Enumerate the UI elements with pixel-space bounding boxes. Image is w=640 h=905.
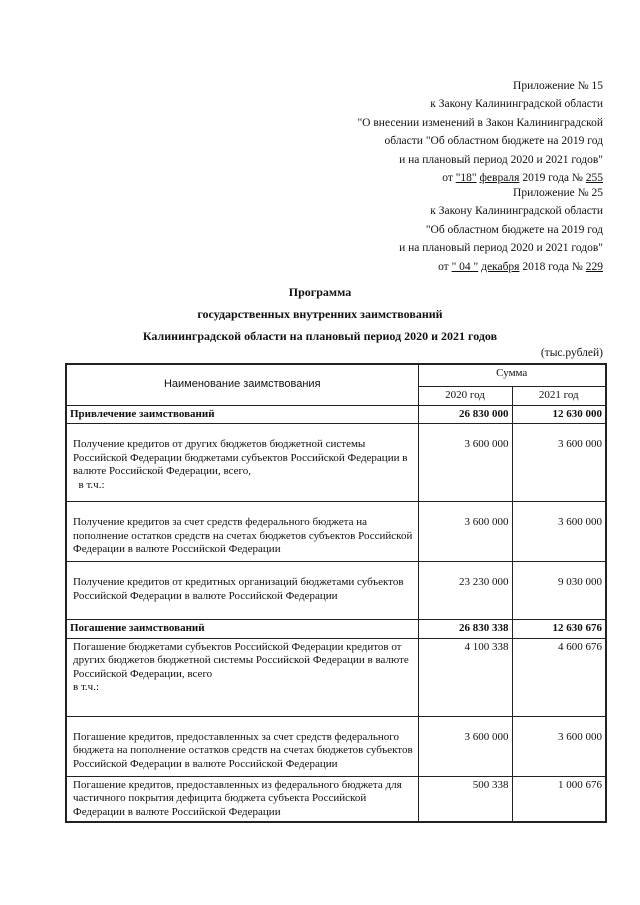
- table-row: [66, 424, 606, 502]
- appendix-15-line3: "О внесении изменений в Закон Калининградской: [357, 116, 603, 129]
- appendix-15-header: [357, 77, 603, 187]
- column-header-2021: 2021 год: [512, 387, 606, 406]
- row-name: Погашение заимствований: [66, 620, 418, 639]
- row-name: Получение кредитов за счет средств федерального бюджета на пополнение остатков средств на счетах бюджетов субъектов Российской Федерации в валюте Российской Федерации: [66, 502, 418, 562]
- row-value-2020: 3 600 000: [418, 716, 512, 776]
- row-name: Погашение бюджетами субъектов Российской Федерации кредитов от других бюджетов бюджетной системы Российской Федерации в валюте Российской Федерации, всего в т.ч.:: [66, 638, 418, 716]
- appendix-25-date: от " 04 " декабря 2018 года № 229: [438, 260, 603, 273]
- row-value-2020: 26 830 338: [418, 620, 512, 639]
- appendix-25-line4: и на плановый период 2020 и 2021 годов": [399, 242, 603, 255]
- row-name: Получение кредитов от кредитных организаций бюджетами субъектов Российской Федерации в валюте Российской Федерации: [66, 562, 418, 620]
- row-value-2021: 9 030 000: [512, 562, 606, 620]
- table-row: [66, 638, 606, 716]
- row-value-2021: 3 600 000: [512, 424, 606, 502]
- appendix-15-number: Приложение № 15: [513, 80, 603, 92]
- column-header-sum: Сумма: [418, 364, 606, 387]
- row-value-2021: 4 600 676: [512, 638, 606, 716]
- table-row: [66, 405, 606, 424]
- row-name: Погашение кредитов, предоставленных за счет средств федерального бюджета на пополнение остатков средств на счетах бюджетов субъектов Российской Федерации в валюте Российской Федерации: [66, 716, 418, 776]
- title-line-2: государственных внутренних заимствований: [197, 307, 443, 321]
- title-line-1: Программа: [288, 285, 352, 299]
- table-row: [66, 776, 606, 822]
- table-row: [66, 502, 606, 562]
- document-title: [0, 283, 640, 349]
- appendix-15-line4: области "Об областном бюджете на 2019 год: [384, 135, 603, 148]
- row-name: Получение кредитов от других бюджетов бюджетной системы Российской Федерации бюджетами субъектов Российской Федерации в валюте Российской Федерации, всего, в т.ч.:: [66, 424, 418, 502]
- row-value-2020: 4 100 338: [418, 638, 512, 716]
- appendix-15-law: к Закону Калининградской области: [430, 98, 603, 111]
- row-value-2021: 3 600 000: [512, 502, 606, 562]
- row-name: Погашение кредитов, предоставленных из федерального бюджета для частичного покрытия дефицита бюджета субъекта Российской Федерации в валюте Российской Федерации: [66, 776, 418, 822]
- row-value-2021: 12 630 000: [512, 405, 606, 424]
- appendix-15-line5: и на плановый период 2020 и 2021 годов": [399, 153, 603, 166]
- units-label: (тыс.рублей): [540, 347, 603, 359]
- table-header-row: [66, 364, 606, 387]
- appendix-25-law: к Закону Калининградской области: [430, 205, 603, 218]
- column-header-name: Наименование заимствования: [66, 364, 418, 405]
- borrowing-table: [65, 363, 607, 823]
- appendix-15-date: от "18" февраля 2019 года № 255: [442, 172, 603, 185]
- table-row: [66, 716, 606, 776]
- row-value-2020: 3 600 000: [418, 424, 512, 502]
- appendix-25-line3: "Об областном бюджете на 2019 год: [425, 223, 603, 236]
- row-value-2020: 500 338: [418, 776, 512, 822]
- row-value-2020: 26 830 000: [418, 405, 512, 424]
- appendix-25-number: Приложение № 25: [513, 187, 603, 199]
- row-value-2021: 1 000 676: [512, 776, 606, 822]
- column-header-2020: 2020 год: [418, 387, 512, 406]
- table-row: [66, 620, 606, 639]
- title-line-3: Калининградской области на плановый период 2020 и 2021 годов: [142, 329, 498, 343]
- table-row: [66, 562, 606, 620]
- row-name: Привлечение заимствований: [66, 405, 418, 424]
- row-value-2021: 3 600 000: [512, 716, 606, 776]
- row-value-2020: 3 600 000: [418, 502, 512, 562]
- row-value-2020: 23 230 000: [418, 562, 512, 620]
- appendix-25-header: [399, 184, 603, 276]
- row-value-2021: 12 630 676: [512, 620, 606, 639]
